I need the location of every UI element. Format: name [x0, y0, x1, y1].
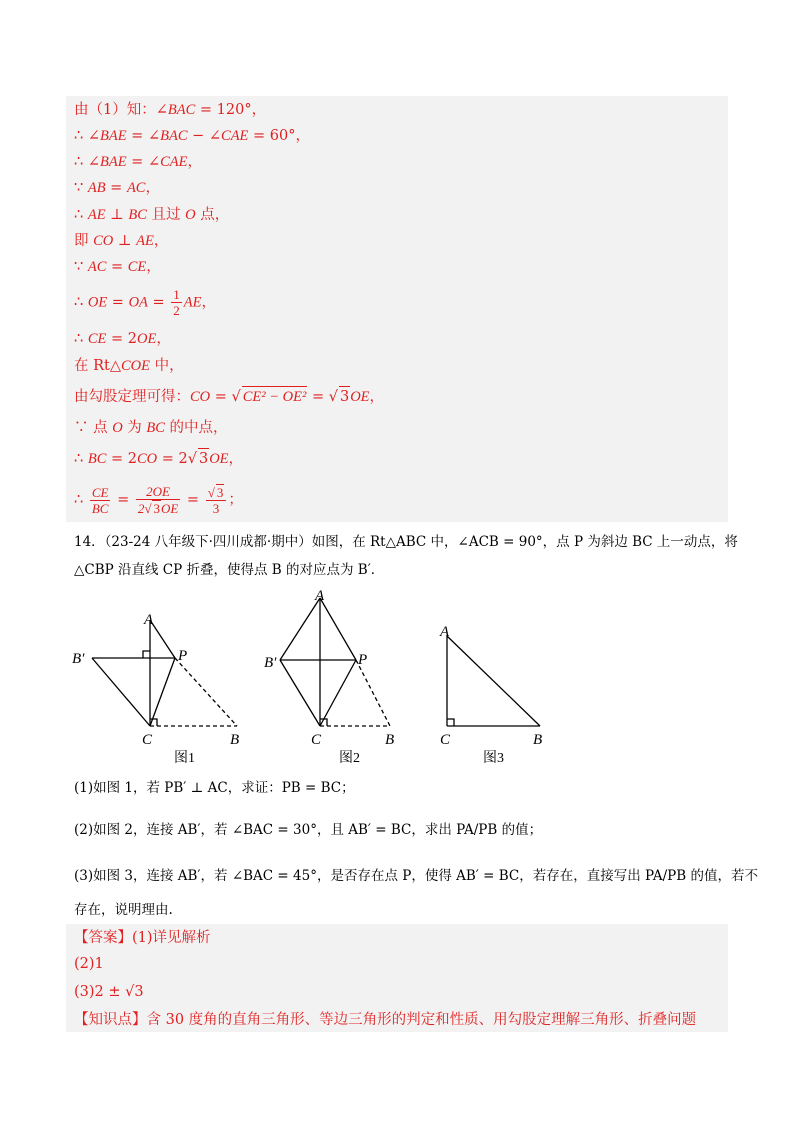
solution-line-14: ∴ $\frac{CE}{BC}$ = $\frac{2OE}{2√ 3OE}$ = $\frac{√ 3}{3}$ ； — [74, 484, 243, 516]
knowledge-label: 【知识点】 — [74, 1012, 147, 1028]
solution-line-1: 由（1）知：∠BAC = 120°， — [74, 102, 267, 118]
fig2-label-B: B — [385, 732, 395, 748]
part-3-line-1: (3)如图 3，连接 AB′，若 ∠BAC = 45°，是否存在点 P，使得 AB′ = BC，若存在，直接写出 PA/PB 的值，若不 — [74, 868, 758, 884]
fig3-caption: 图3 — [483, 751, 504, 766]
fig1-label-C: C — [142, 732, 153, 748]
figure-2 — [280, 598, 390, 726]
solution-line-4: ∵ AB = AC， — [74, 180, 160, 196]
fig3-label-C: C — [440, 732, 451, 748]
solution-line-7: ∵ AC = CE， — [74, 259, 161, 275]
solution-line-3: ∴ ∠BAE = ∠CAE， — [74, 154, 202, 170]
answer-3: (3)2 ± √3 — [74, 984, 144, 1000]
fig1-label-P: P — [178, 648, 188, 664]
figures — [0, 580, 800, 780]
solution-line-9: ∴ CE = 2OE， — [74, 331, 171, 347]
solution-line-11: 由勾股定理可得：CO = √ CE² − OE² = √ 3OE， — [74, 386, 384, 407]
knowledge-text: 含 30 度角的直角三角形、等边三角形的判定和性质、用勾股定理解三角形、折叠问题 — [146, 1012, 697, 1028]
part-3-line-2: 存在，说明理由. — [74, 902, 173, 918]
part-1: (1)如图 1，若 PB′ ⊥ AC，求证：PB = BC； — [74, 780, 355, 796]
fig2-caption: 图2 — [339, 751, 360, 766]
solution-line-12: ∵ 点 O 为 BC 的中点， — [74, 420, 228, 436]
answer-line — [74, 928, 211, 948]
knowledge-line — [74, 1010, 696, 1030]
figure-3 — [447, 636, 540, 726]
fig2-label-P: P — [358, 652, 368, 668]
solution-line-6: 即 CO ⊥ AE， — [74, 233, 169, 249]
figure-1 — [92, 620, 237, 726]
fig1-label-Bp: B′ — [72, 651, 85, 667]
fig3-label-A: A — [440, 624, 450, 640]
fig1-label-B: B — [230, 732, 240, 748]
fig2-label-C: C — [311, 732, 322, 748]
solution-line-5: ∴ AE ⊥ BC 且过 O 点， — [74, 207, 230, 223]
solution-line-2: ∴ ∠BAE = ∠BAC − ∠CAE = 60°， — [74, 128, 310, 144]
fig1-label-A: A — [144, 612, 154, 628]
fig2-label-Bp: B′ — [264, 655, 277, 671]
question-line-1: 14．（23-24 八年级下·四川成都·期中）如图，在 Rt△ABC 中，∠ACB = 90°，点 P 为斜边 BC 上一动点，将 — [74, 534, 738, 550]
answer-1: (1)详见解析 — [132, 930, 211, 946]
solution-line-10: 在 Rt△COE 中， — [74, 358, 184, 374]
solution-line-13: ∴ BC = 2CO = 2√ 3OE， — [74, 448, 243, 469]
answer-label: 【答案】 — [74, 930, 132, 946]
fig1-caption: 图1 — [174, 751, 195, 766]
answer-2: (2)1 — [74, 956, 104, 972]
question-line-2: △CBP 沿直线 CP 折叠，使得点 B 的对应点为 B′． — [74, 562, 385, 578]
fig3-label-B: B — [533, 732, 543, 748]
part-2: (2)如图 2，连接 AB′，若 ∠BAC = 30°，且 AB′ = BC，求出 PA/PB 的值； — [74, 822, 543, 838]
fig2-label-A: A — [315, 588, 325, 604]
solution-line-8: ∴ OE = OA = $\frac{1}{2}$ AE， — [74, 287, 216, 318]
